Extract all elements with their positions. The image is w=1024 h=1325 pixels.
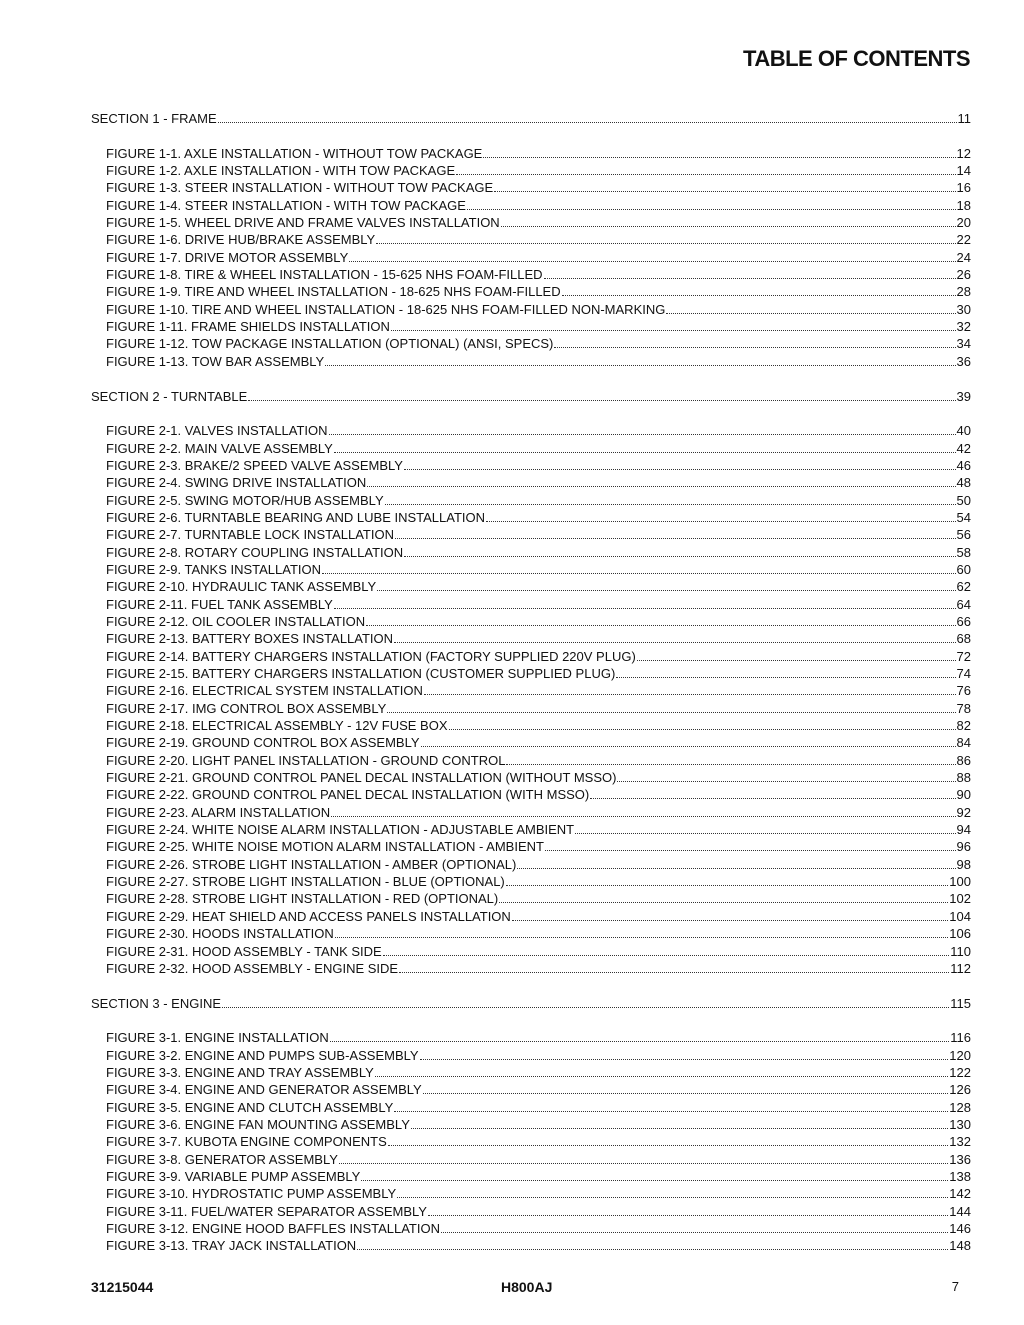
toc-figure-entry-label: FIGURE 1-6. DRIVE HUB/BRAKE ASSEMBLY	[106, 232, 376, 248]
toc-figure-entry[interactable]	[91, 509, 971, 526]
document-number: 31215044	[91, 1279, 154, 1295]
toc-figure-entry-page: 78	[956, 700, 971, 716]
dot-leader	[391, 319, 956, 331]
toc-figure-entry[interactable]	[91, 856, 971, 873]
toc-figure-entry-label: FIGURE 1-4. STEER INSTALLATION - WITH TOW PACKAGE	[106, 197, 466, 213]
dot-leader	[397, 1186, 948, 1198]
toc-figure-entry-page: 98	[956, 856, 971, 872]
toc-figure-entry-label: FIGURE 3-5. ENGINE AND CLUTCH ASSEMBLY	[106, 1099, 394, 1115]
toc-figure-entry[interactable]	[91, 578, 971, 595]
toc-figure-entry-page: 36	[956, 353, 971, 369]
dot-leader	[467, 198, 956, 210]
dot-leader	[349, 250, 955, 262]
dot-leader	[375, 1065, 949, 1077]
dot-leader	[575, 822, 955, 834]
spacer	[91, 370, 971, 387]
toc-section-entry-label: SECTION 2 - TURNTABLE	[91, 388, 248, 404]
toc-figure-entry-page: 60	[956, 561, 971, 577]
toc-figure-entry-label: FIGURE 1-9. TIRE AND WHEEL INSTALLATION - 18-625 NHS FOAM-FILLED	[106, 284, 561, 300]
toc-figure-entry[interactable]	[91, 561, 971, 578]
toc-figure-entry-page: 54	[956, 509, 971, 525]
toc-figure-entry[interactable]	[91, 925, 971, 942]
toc-figure-entry-page: 126	[949, 1082, 971, 1098]
dot-leader	[499, 891, 948, 903]
toc-figure-entry-label: FIGURE 1-3. STEER INSTALLATION - WITHOUT TOW PACKAGE	[106, 180, 494, 196]
toc-figure-entry-label: FIGURE 1-1. AXLE INSTALLATION - WITHOUT TOW PACKAGE	[106, 145, 483, 161]
toc-figure-entry-page: 18	[956, 197, 971, 213]
spacer	[91, 405, 971, 422]
toc-figure-entry[interactable]	[91, 734, 971, 751]
toc-figure-entry-page: 112	[950, 960, 971, 976]
toc-figure-entry[interactable]	[91, 665, 971, 682]
dot-leader	[411, 1117, 948, 1129]
toc-figure-entry-label: FIGURE 3-1. ENGINE INSTALLATION	[106, 1030, 329, 1046]
toc-figure-entry-label: FIGURE 2-9. TANKS INSTALLATION	[106, 561, 322, 577]
toc-figure-entry[interactable]	[91, 873, 971, 890]
toc-figure-entry-page: 28	[956, 284, 971, 300]
dot-leader	[666, 302, 955, 314]
dot-leader	[394, 1100, 948, 1112]
toc-figure-entry-label: FIGURE 2-26. STROBE LIGHT INSTALLATION - AMBER (OPTIONAL)	[106, 856, 517, 872]
toc-figure-entry-label: FIGURE 2-13. BATTERY BOXES INSTALLATION	[106, 631, 394, 647]
page-title: TABLE OF CONTENTS	[743, 46, 970, 71]
dot-leader	[322, 562, 956, 574]
toc-figure-entry-label: FIGURE 2-28. STROBE LIGHT INSTALLATION - RED (OPTIONAL)	[106, 891, 499, 907]
toc-figure-entry[interactable]	[91, 1185, 971, 1202]
dot-leader	[357, 1238, 948, 1250]
toc-figure-entry[interactable]	[91, 717, 971, 734]
toc-figure-entry-label: FIGURE 3-10. HYDROSTATIC PUMP ASSEMBLY	[106, 1186, 397, 1202]
toc-figure-entry[interactable]	[91, 162, 971, 179]
toc-figure-entry-page: 24	[956, 249, 971, 265]
toc-figure-entry-page: 102	[949, 891, 971, 907]
spacer	[91, 977, 971, 994]
toc-figure-entry[interactable]	[91, 1133, 971, 1150]
toc-figure-entry-page: 92	[956, 804, 971, 820]
toc-figure-entry[interactable]	[91, 335, 971, 352]
toc-figure-entry-label: FIGURE 1-12. TOW PACKAGE INSTALLATION (OPTIONAL) (ANSI, SPECS)	[106, 336, 554, 352]
toc-figure-entry[interactable]	[91, 613, 971, 630]
toc-figure-entry-page: 90	[956, 787, 971, 803]
toc-figure-entry[interactable]	[91, 1168, 971, 1185]
dot-leader	[394, 631, 955, 643]
toc-figure-entry-page: 148	[949, 1238, 971, 1254]
dot-leader	[399, 961, 949, 973]
dot-leader	[617, 770, 955, 782]
toc-figure-entry[interactable]	[91, 1203, 971, 1220]
toc-figure-entry-page: 30	[956, 301, 971, 317]
toc-section-entry[interactable]	[91, 110, 971, 127]
page-number: 7	[951, 1279, 959, 1294]
toc-figure-entry-page: 130	[949, 1116, 971, 1132]
dot-leader	[441, 1221, 948, 1233]
toc-figure-entry[interactable]	[91, 838, 971, 855]
toc-figure-entry[interactable]	[91, 1116, 971, 1133]
toc-figure-entry-page: 120	[949, 1047, 971, 1063]
toc-figure-entry-page: 88	[956, 770, 971, 786]
toc-figure-entry[interactable]	[91, 301, 971, 318]
toc-figure-entry[interactable]	[91, 1064, 971, 1081]
toc-section-entry-label: SECTION 3 - ENGINE	[91, 995, 222, 1011]
toc-figure-entry-page: 96	[956, 839, 971, 855]
toc-figure-entry-page: 20	[956, 215, 971, 231]
toc-figure-entry-page: 14	[956, 163, 971, 179]
spacer	[91, 1012, 971, 1029]
toc-figure-entry-label: FIGURE 3-8. GENERATOR ASSEMBLY	[106, 1151, 338, 1167]
toc-figure-entry-page: 136	[949, 1151, 971, 1167]
toc-figure-entry-label: FIGURE 2-2. MAIN VALVE ASSEMBLY	[106, 440, 333, 456]
toc-figure-entry-label: FIGURE 2-15. BATTERY CHARGERS INSTALLATION (CUSTOMER SUPPLIED PLUG)	[106, 666, 616, 681]
dot-leader	[486, 510, 956, 522]
dot-leader	[331, 805, 955, 817]
toc-figure-entry[interactable]	[91, 960, 971, 977]
dot-leader	[637, 649, 956, 661]
dot-leader	[423, 1082, 949, 1094]
toc-figure-entry[interactable]	[91, 700, 971, 717]
spacer	[91, 127, 971, 144]
toc-figure-entry-label: FIGURE 3-7. KUBOTA ENGINE COMPONENTS	[106, 1134, 387, 1150]
dot-leader	[376, 232, 955, 244]
dot-leader	[404, 458, 956, 470]
toc-figure-entry[interactable]	[91, 492, 971, 509]
toc-figure-entry-page: 42	[956, 440, 971, 456]
toc-section-entry[interactable]	[91, 388, 971, 405]
dot-leader	[420, 1048, 949, 1060]
toc-figure-entry[interactable]	[91, 197, 971, 214]
toc-figure-entry-page: 34	[956, 336, 971, 352]
toc-figure-entry-label: FIGURE 3-12. ENGINE HOOD BAFFLES INSTALLATION	[106, 1221, 440, 1236]
toc-figure-entry[interactable]	[91, 440, 971, 457]
toc-figure-entry-label: FIGURE 1-5. WHEEL DRIVE AND FRAME VALVES INSTALLATION	[106, 215, 500, 231]
toc-figure-entry-label: FIGURE 2-21. GROUND CONTROL PANEL DECAL INSTALLATION (WITHOUT MSSO)	[106, 770, 617, 786]
toc-figure-entry-label: FIGURE 2-12. OIL COOLER INSTALLATION	[106, 613, 366, 629]
dot-leader	[329, 423, 956, 435]
toc-figure-entry[interactable]	[91, 1081, 971, 1098]
toc-figure-entry-label: FIGURE 3-6. ENGINE FAN MOUNTING ASSEMBLY	[106, 1116, 410, 1132]
toc-figure-entry[interactable]	[91, 1220, 971, 1237]
toc-figure-entry-label: FIGURE 2-24. WHITE NOISE ALARM INSTALLATION - ADJUSTABLE AMBIENT	[106, 822, 575, 838]
dot-leader	[404, 545, 955, 557]
dot-leader	[367, 475, 955, 487]
toc-figure-entry-page: 64	[956, 596, 971, 612]
toc-figure-entry[interactable]	[91, 682, 971, 699]
toc-figure-entry-label: FIGURE 2-4. SWING DRIVE INSTALLATION	[106, 475, 367, 491]
toc-figure-entry[interactable]	[91, 249, 971, 266]
toc-figure-entry-page: 104	[949, 908, 971, 924]
toc-figure-entry[interactable]	[91, 1237, 971, 1254]
toc-figure-entry-page: 12	[956, 145, 971, 161]
toc-figure-entry-page: 82	[956, 718, 971, 734]
toc-figure-entry-page: 22	[956, 232, 971, 248]
toc-section-entry-page: 11	[957, 111, 971, 126]
dot-leader	[385, 493, 956, 505]
toc-figure-entry-page: 58	[956, 544, 971, 560]
toc-figure-entry-label: FIGURE 2-25. WHITE NOISE MOTION ALARM INSTALLATION - AMBIENT	[106, 839, 544, 855]
toc-figure-entry-label: FIGURE 3-3. ENGINE AND TRAY ASSEMBLY	[106, 1064, 374, 1080]
toc-figure-entry-page: 122	[949, 1064, 971, 1080]
toc-section-entry[interactable]	[91, 995, 971, 1012]
toc-figure-entry-label: FIGURE 2-27. STROBE LIGHT INSTALLATION - BLUE (OPTIONAL)	[106, 874, 505, 890]
dot-leader	[339, 1152, 948, 1164]
toc-figure-entry[interactable]	[91, 544, 971, 561]
toc-figure-entry-label: FIGURE 2-1. VALVES INSTALLATION	[106, 423, 328, 439]
toc-figure-entry-label: FIGURE 2-11. FUEL TANK ASSEMBLY	[106, 596, 333, 612]
toc-figure-entry-label: FIGURE 2-18. ELECTRICAL ASSEMBLY - 12V FUSE BOX	[106, 718, 448, 734]
dot-leader	[456, 163, 955, 175]
dot-leader	[616, 666, 955, 678]
toc-figure-entry-label: FIGURE 3-13. TRAY JACK INSTALLATION	[106, 1238, 357, 1254]
toc-figure-entry-label: FIGURE 2-6. TURNTABLE BEARING AND LUBE INSTALLATION	[106, 509, 486, 525]
toc-section-entry-page: 115	[950, 995, 971, 1011]
toc-figure-entry-label: FIGURE 1-7. DRIVE MOTOR ASSEMBLY	[106, 249, 349, 265]
toc-figure-entry-page: 132	[949, 1134, 971, 1150]
dot-leader	[334, 597, 956, 609]
toc-figure-entry-label: FIGURE 2-17. IMG CONTROL BOX ASSEMBLY	[106, 700, 387, 716]
dot-leader	[590, 787, 955, 799]
toc-figure-entry-label: FIGURE 2-31. HOOD ASSEMBLY - TANK SIDE	[106, 943, 382, 959]
model-name: H800AJ	[501, 1279, 553, 1295]
toc-figure-entry[interactable]	[91, 145, 971, 162]
dot-leader	[562, 284, 956, 296]
toc-figure-entry-page: 66	[956, 613, 971, 629]
toc-figure-entry-page: 138	[949, 1168, 971, 1184]
toc-figure-entry-page: 128	[949, 1099, 971, 1115]
toc-figure-entry-label: FIGURE 2-8. ROTARY COUPLING INSTALLATION	[106, 544, 404, 560]
dot-leader	[483, 146, 955, 158]
dot-leader	[334, 441, 956, 453]
toc-figure-entry-page: 48	[956, 475, 971, 491]
toc-figure-entry[interactable]	[91, 179, 971, 196]
toc-figure-entry[interactable]	[91, 231, 971, 248]
toc-figure-entry-page: 86	[956, 752, 971, 768]
toc-figure-entry-label: FIGURE 2-14. BATTERY CHARGERS INSTALLATION (FACTORY SUPPLIED 220V PLUG)	[106, 648, 636, 664]
toc-figure-entry-label: FIGURE 2-29. HEAT SHIELD AND ACCESS PANELS INSTALLATION	[106, 908, 511, 924]
toc-figure-entry-page: 26	[956, 267, 971, 283]
toc-figure-entry-page: 146	[949, 1221, 971, 1236]
dot-leader	[222, 996, 949, 1008]
toc-figure-entry[interactable]	[91, 214, 971, 231]
toc-figure-entry-page: 106	[949, 926, 971, 942]
dot-leader	[506, 753, 955, 765]
toc-figure-entry[interactable]	[91, 457, 971, 474]
toc-figure-entry-page: 46	[956, 457, 971, 473]
toc-figure-entry-label: FIGURE 2-10. HYDRAULIC TANK ASSEMBLY	[106, 579, 377, 595]
dot-leader	[366, 614, 955, 626]
toc-figure-entry-page: 100	[949, 874, 971, 890]
toc-figure-entry[interactable]	[91, 318, 971, 335]
toc-figure-entry[interactable]	[91, 630, 971, 647]
dot-leader	[325, 354, 955, 366]
toc-figure-entry-label: FIGURE 3-9. VARIABLE PUMP ASSEMBLY	[106, 1168, 361, 1184]
dot-leader	[361, 1169, 948, 1181]
toc-figure-entry-label: FIGURE 3-11. FUEL/WATER SEPARATOR ASSEMBLY	[106, 1203, 427, 1219]
toc-figure-entry-page: 84	[956, 735, 971, 751]
toc-figure-entry[interactable]	[91, 1151, 971, 1168]
toc-figure-entry[interactable]	[91, 648, 971, 665]
toc-figure-entry-page: 144	[949, 1203, 971, 1219]
toc-figure-entry-label: FIGURE 2-20. LIGHT PANEL INSTALLATION - GROUND CONTROL	[106, 752, 506, 768]
dot-leader	[517, 857, 955, 869]
toc-figure-entry-page: 62	[956, 579, 971, 595]
toc-figure-entry-label: FIGURE 2-22. GROUND CONTROL PANEL DECAL INSTALLATION (WITH MSSO)	[106, 787, 590, 803]
toc-figure-entry-page: 50	[956, 492, 971, 508]
dot-leader	[506, 874, 949, 886]
toc-figure-entry[interactable]	[91, 943, 971, 960]
toc-figure-entry-label: FIGURE 2-5. SWING MOTOR/HUB ASSEMBLY	[106, 492, 384, 508]
toc-figure-entry-page: 74	[956, 666, 971, 681]
dot-leader	[512, 909, 948, 921]
dot-leader	[383, 944, 950, 956]
dot-leader	[395, 527, 956, 539]
dot-leader	[449, 718, 956, 730]
toc-figure-entry-page: 68	[956, 631, 971, 647]
toc-figure-entry[interactable]	[91, 283, 971, 300]
toc-figure-entry-label: FIGURE 2-16. ELECTRICAL SYSTEM INSTALLATION	[106, 683, 423, 699]
toc-figure-entry[interactable]	[91, 786, 971, 803]
toc-figure-entry-page: 72	[956, 648, 971, 664]
toc-figure-entry-page: 142	[949, 1186, 971, 1202]
toc-figure-entry[interactable]	[91, 596, 971, 613]
toc-section-entry-label: SECTION 1 - FRAME	[91, 111, 217, 126]
toc-figure-entry-label: FIGURE 1-2. AXLE INSTALLATION - WITH TOW PACKAGE	[106, 163, 456, 179]
dot-leader	[421, 735, 956, 747]
dot-leader	[248, 389, 955, 401]
dot-leader	[218, 111, 957, 123]
dot-leader	[501, 215, 956, 227]
dot-leader	[387, 701, 955, 713]
toc-figure-entry[interactable]	[91, 1099, 971, 1116]
toc-figure-entry[interactable]	[91, 804, 971, 821]
toc-figure-entry[interactable]	[91, 474, 971, 491]
toc-figure-entry-page: 40	[956, 423, 971, 439]
toc-section-entry-page: 39	[956, 388, 971, 404]
toc-figure-entry-page: 116	[950, 1030, 971, 1046]
dot-leader	[424, 683, 956, 695]
toc-figure-entry[interactable]	[91, 890, 971, 907]
dot-leader	[554, 336, 955, 348]
table-of-contents	[91, 110, 971, 1255]
toc-figure-entry-page: 16	[956, 180, 971, 196]
toc-figure-entry-label: FIGURE 2-7. TURNTABLE LOCK INSTALLATION	[106, 527, 394, 543]
toc-figure-entry-label: FIGURE 1-11. FRAME SHIELDS INSTALLATION	[106, 319, 390, 335]
dot-leader	[494, 180, 955, 192]
toc-figure-entry-page: 76	[956, 683, 971, 699]
toc-figure-entry-label: FIGURE 1-10. TIRE AND WHEEL INSTALLATION - 18-625 NHS FOAM-FILLED NON-MARKING	[106, 301, 666, 317]
toc-figure-entry-label: FIGURE 2-32. HOOD ASSEMBLY - ENGINE SIDE	[106, 960, 399, 976]
toc-figure-entry[interactable]	[91, 1029, 971, 1046]
toc-figure-entry-label: FIGURE 3-2. ENGINE AND PUMPS SUB-ASSEMBLY	[106, 1047, 419, 1063]
toc-figure-entry-page: 94	[956, 822, 971, 838]
toc-figure-entry-label: FIGURE 2-23. ALARM INSTALLATION	[106, 804, 331, 820]
dot-leader	[330, 1030, 950, 1042]
toc-figure-entry-page: 56	[956, 527, 971, 543]
toc-figure-entry-label: FIGURE 3-4. ENGINE AND GENERATOR ASSEMBLY	[106, 1082, 422, 1098]
dot-leader	[428, 1204, 948, 1216]
toc-figure-entry-page: 32	[956, 319, 971, 335]
toc-figure-entry-label: FIGURE 1-8. TIRE & WHEEL INSTALLATION - 15-625 NHS FOAM-FILLED	[106, 267, 543, 283]
toc-figure-entry-label: FIGURE 2-30. HOODS INSTALLATION	[106, 926, 334, 942]
toc-figure-entry[interactable]	[91, 1047, 971, 1064]
toc-figure-entry[interactable]	[91, 266, 971, 283]
page-footer	[91, 1279, 971, 1299]
dot-leader	[544, 267, 956, 279]
toc-figure-entry-label: FIGURE 1-13. TOW BAR ASSEMBLY	[106, 353, 325, 369]
toc-figure-entry[interactable]	[91, 752, 971, 769]
toc-figure-entry[interactable]	[91, 821, 971, 838]
toc-figure-entry[interactable]	[91, 422, 971, 439]
toc-figure-entry-page: 110	[950, 943, 971, 959]
dot-leader	[545, 839, 956, 851]
dot-leader	[335, 926, 949, 938]
toc-figure-entry[interactable]	[91, 353, 971, 370]
toc-figure-entry[interactable]	[91, 769, 971, 786]
toc-figure-entry-label: FIGURE 2-3. BRAKE/2 SPEED VALVE ASSEMBLY	[106, 457, 403, 473]
dot-leader	[388, 1134, 949, 1146]
dot-leader	[377, 579, 955, 591]
toc-figure-entry[interactable]	[91, 908, 971, 925]
toc-figure-entry[interactable]	[91, 526, 971, 543]
toc-figure-entry-label: FIGURE 2-19. GROUND CONTROL BOX ASSEMBLY	[106, 735, 420, 751]
